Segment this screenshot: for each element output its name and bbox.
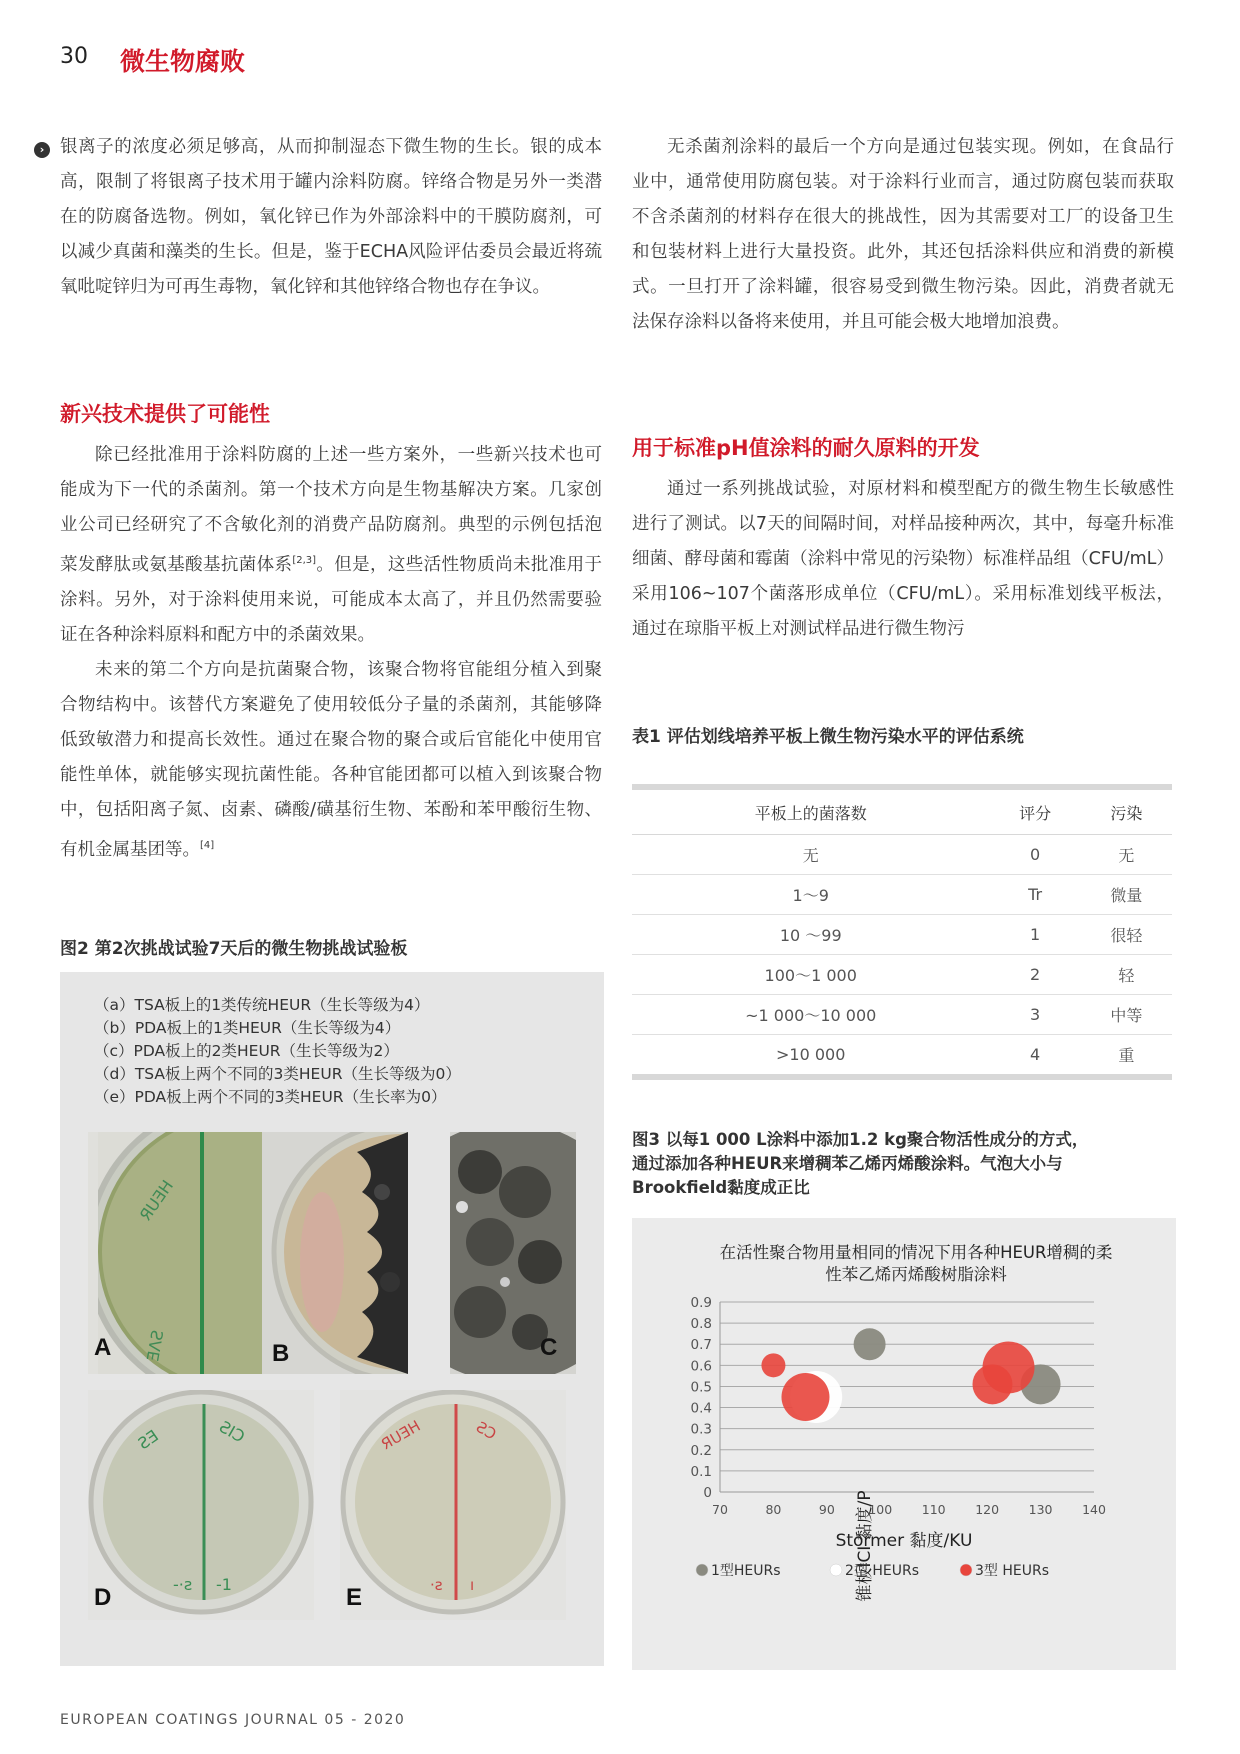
chart-title-line-1: 在活性聚合物用量相同的情况下用各种HEUR增稠的柔 bbox=[719, 1243, 1113, 1262]
photo-label-b: B bbox=[272, 1340, 290, 1367]
fig2-legend-a: （a）TSA板上的1类传统HEUR（生长等级为4） bbox=[94, 996, 430, 1014]
right-p2: 通过一系列挑战试验，对原材料和模型配方的微生物生长敏感性进行了测试。以7天的间隔时间，对样品接种两次，其中，每毫升标准细菌、酵母菌和霉菌（涂料中常见的污染物）标准样品组（CFU/mL）采用106~107个菌落形成单位（CFU/mL）。采用标准划线平板法，通过在琼脂平板上对测试样品进行微生物污 bbox=[632, 479, 1174, 639]
x-tick-label: 70 bbox=[712, 1502, 728, 1517]
fig3-panel bbox=[632, 1218, 1176, 1670]
x-tick-label: 130 bbox=[1028, 1502, 1053, 1517]
table1-caption: 表1 评估划线培养平板上微生物污染水平的评估系统 bbox=[632, 727, 1024, 747]
bubble-point bbox=[983, 1341, 1035, 1393]
table-row: >10 000 4 重 bbox=[776, 1045, 1135, 1065]
svg-text:ƧƎ: ƧƎ bbox=[134, 1426, 162, 1454]
legend-entry: 3型 HEURs bbox=[975, 1563, 1049, 1579]
x-tick-label: 140 bbox=[1082, 1502, 1106, 1517]
svg-text:-·ƨ: -·ƨ bbox=[173, 1575, 193, 1594]
fig2-caption: 图2 第2次挑战试验7天后的微生物挑战试验板 bbox=[60, 939, 408, 959]
petri-photo-b bbox=[262, 1132, 408, 1374]
petri-photo-c bbox=[450, 1132, 576, 1374]
y-tick-label: 0.6 bbox=[690, 1358, 712, 1375]
y-tick-label: 0.3 bbox=[690, 1421, 712, 1438]
petri-photo-e bbox=[340, 1390, 566, 1620]
legend-swatch bbox=[960, 1564, 972, 1576]
left-p1: 银离子的浓度必须足够高，从而抑制湿态下微生物的生长。银的成本高，限制了将银离子技术用于罐内涂料防腐。锌络合物是另外一类潜在的防腐备选物。例如，氧化锌已作为外部涂料中的干膜防腐剂，可以减少真菌和藻类的生长。但是，鉴于ECHA风险评估委员会最近将巯氧吡啶锌归为可再生毒物，氧化锌和其他锌络合物也存在争议。 bbox=[60, 137, 602, 297]
fig3-caption bbox=[632, 1128, 1088, 1200]
page-number: 30 bbox=[60, 44, 88, 69]
bubble-series bbox=[761, 1328, 1060, 1423]
col-header-colonies: 平板上的菌落数 bbox=[632, 790, 989, 835]
right-paragraph-2 bbox=[632, 472, 1174, 647]
bubble-point bbox=[761, 1353, 785, 1377]
svg-text:ƎΛƧ: ƎΛƧ bbox=[143, 1328, 168, 1363]
fig3-caption-line-1: 图3 以每1 000 L涂料中添加1.2 kg聚合物活性成分的方式， bbox=[632, 1130, 1089, 1149]
x-tick-label: 80 bbox=[765, 1502, 782, 1517]
y-tick-label: 0.2 bbox=[690, 1442, 712, 1459]
fig2-legend-b: （b）PDA板上的1类HEUR（生长等级为4） bbox=[94, 1019, 401, 1037]
fig2-legend-c: （c）PDA板上的2类HEUR（生长等级为2） bbox=[94, 1042, 399, 1060]
svg-text:ЯUƎH: ЯUƎH bbox=[135, 1176, 178, 1225]
bubble-point bbox=[781, 1373, 829, 1421]
x-axis-label: Stormer 黏度/KU bbox=[835, 1531, 973, 1551]
left-paragraph-2 bbox=[60, 438, 602, 868]
table-header-row bbox=[632, 790, 1172, 835]
col-header-contamination: 污染 bbox=[1081, 790, 1172, 835]
fig2-legend bbox=[94, 994, 461, 1109]
x-tick-label: 110 bbox=[921, 1502, 946, 1517]
section-title: 微生物腐败 bbox=[120, 47, 246, 76]
svg-text:·ƨ: ·ƨ bbox=[430, 1576, 443, 1594]
left-p2: 除已经批准用于涂料防腐的上述一些方案外，一些新兴技术也可能成为下一代的杀菌剂。第一个技术方向是生物基解决方案。几家创业公司已经研究了不含敏化剂的消费产品防腐剂。典型的示例包括泡菜发酵肽或氨基酸基抗菌体系[2,3]。但是，这些活性物质尚未批准用于涂料。另外，对于涂料使用来说，可能成本太高了，并且仍然需要验证在各种涂料原料和配方中的杀菌效果。 bbox=[60, 445, 603, 645]
x-tick-label: 120 bbox=[975, 1502, 1000, 1517]
table-row: 1～9 Tr 微量 bbox=[632, 875, 1172, 915]
photo-label-c: C bbox=[540, 1334, 558, 1361]
heading-raw-materials: 用于标准pH值涂料的耐久原料的开发 bbox=[632, 436, 980, 460]
reference-2-3: [2,3] bbox=[292, 555, 317, 566]
fig3-caption-line-3: Brookfield黏度成正比 bbox=[632, 1178, 810, 1197]
svg-text:-1: -1 bbox=[216, 1575, 232, 1594]
bubble-point bbox=[854, 1328, 886, 1360]
col-header-score: 评分 bbox=[989, 790, 1080, 835]
y-tick-label: 0.9 bbox=[690, 1295, 712, 1311]
right-paragraph-1 bbox=[632, 130, 1174, 340]
left-paragraph-1 bbox=[60, 130, 602, 305]
right-p1: 无杀菌剂涂料的最后一个方向是通过包装实现。例如，在食品行业中，通常使用防腐包装。对于涂料行业而言，通过防腐包装而获取不含杀菌剂的材料存在很大的挑战性，因为其需要对工厂的设备卫生和包装材料上进行大量投资。此外，其还包括涂料供应和消费的新模式。一旦打开了涂料罐，很容易受到微生物污染。因此，消费者就无法保存涂料以备将来使用，并且可能会极大地增加浪费。 bbox=[632, 137, 1174, 332]
footer-journal: EUROPEAN COATINGS JOURNAL 05 - 2020 bbox=[60, 1712, 406, 1728]
y-tick-label: 0.7 bbox=[690, 1337, 712, 1354]
petri-photo-d bbox=[88, 1390, 314, 1620]
x-tick-label: 90 bbox=[818, 1502, 835, 1517]
bubble-chart bbox=[632, 1218, 1176, 1670]
x-tick-labels bbox=[712, 1502, 1106, 1517]
table-row: 无 0 无 bbox=[632, 835, 1172, 875]
chart-title-line-2: 性苯乙烯丙烯酸树脂涂料 bbox=[825, 1265, 1007, 1284]
photo-label-d: D bbox=[94, 1584, 112, 1611]
y-tick-label: 0.8 bbox=[690, 1316, 712, 1333]
table-row: ~1 000～10 000 3 中等 bbox=[632, 995, 1172, 1035]
svg-text:ı: ı bbox=[470, 1576, 475, 1594]
y-tick-label: 0.4 bbox=[690, 1400, 712, 1417]
fig2-panel bbox=[60, 972, 604, 1666]
photo-label-e: E bbox=[346, 1584, 363, 1611]
photo-label-a: A bbox=[94, 1334, 112, 1361]
svg-text:ЯUƎH: ЯUƎH bbox=[378, 1416, 424, 1454]
fig2-legend-e: （e）PDA板上两个不同的3类HEUR（生长率为0） bbox=[94, 1088, 447, 1106]
table-row: 10 ～99 1 很轻 bbox=[632, 915, 1172, 955]
heading-emerging: 新兴技术提供了可能性 bbox=[60, 402, 270, 426]
table-row: 100～1 000 2 轻 bbox=[632, 955, 1172, 995]
legend-entry: 2型 HEURs bbox=[845, 1563, 919, 1579]
y-axis-label: 锥板ICI 黏度/P bbox=[855, 1490, 875, 1602]
legend-swatch bbox=[696, 1564, 708, 1576]
y-tick-label: 0 bbox=[703, 1485, 712, 1501]
table1 bbox=[632, 784, 1172, 1080]
svg-text:ƧIƆ: ƧIƆ bbox=[216, 1417, 249, 1447]
reference-4: [4] bbox=[200, 839, 215, 851]
continue-arrow-icon: › bbox=[34, 142, 50, 158]
petri-photo-a bbox=[88, 1132, 264, 1374]
legend-swatch bbox=[830, 1564, 842, 1576]
left-p3: 未来的第二个方向是抗菌聚合物，该聚合物将官能组分植入到聚合物结构中。该替代方案避免了使用较低分子量的杀菌剂，其能够降低致敏潜力和提高长效性。通过在聚合物的聚合或后官能化中使用官能性单体，就能够实现抗菌性能。各种官能团都可以植入到该聚合物中，包括阳离子氮、卤素、磷酸/磺基衍生物、苯酚和苯甲酸衍生物、有机金属基团等。[4] bbox=[60, 659, 602, 860]
legend-entry: 1型HEURs bbox=[711, 1563, 781, 1579]
x-tick-label: 100 bbox=[868, 1502, 893, 1517]
fig3-caption-line-2: 通过添加各种HEUR来增稠苯乙烯丙烯酸涂料。气泡大小与 bbox=[632, 1154, 1063, 1173]
chart-legend bbox=[696, 1562, 1049, 1579]
y-tick-labels bbox=[691, 1295, 712, 1501]
svg-text:ƧƆ: ƧƆ bbox=[473, 1417, 500, 1444]
y-tick-label: 0.1 bbox=[690, 1463, 712, 1480]
fig2-legend-d: （d）TSA板上两个不同的3类HEUR（生长等级为0） bbox=[94, 1065, 461, 1083]
y-tick-label: 0.5 bbox=[690, 1379, 712, 1396]
